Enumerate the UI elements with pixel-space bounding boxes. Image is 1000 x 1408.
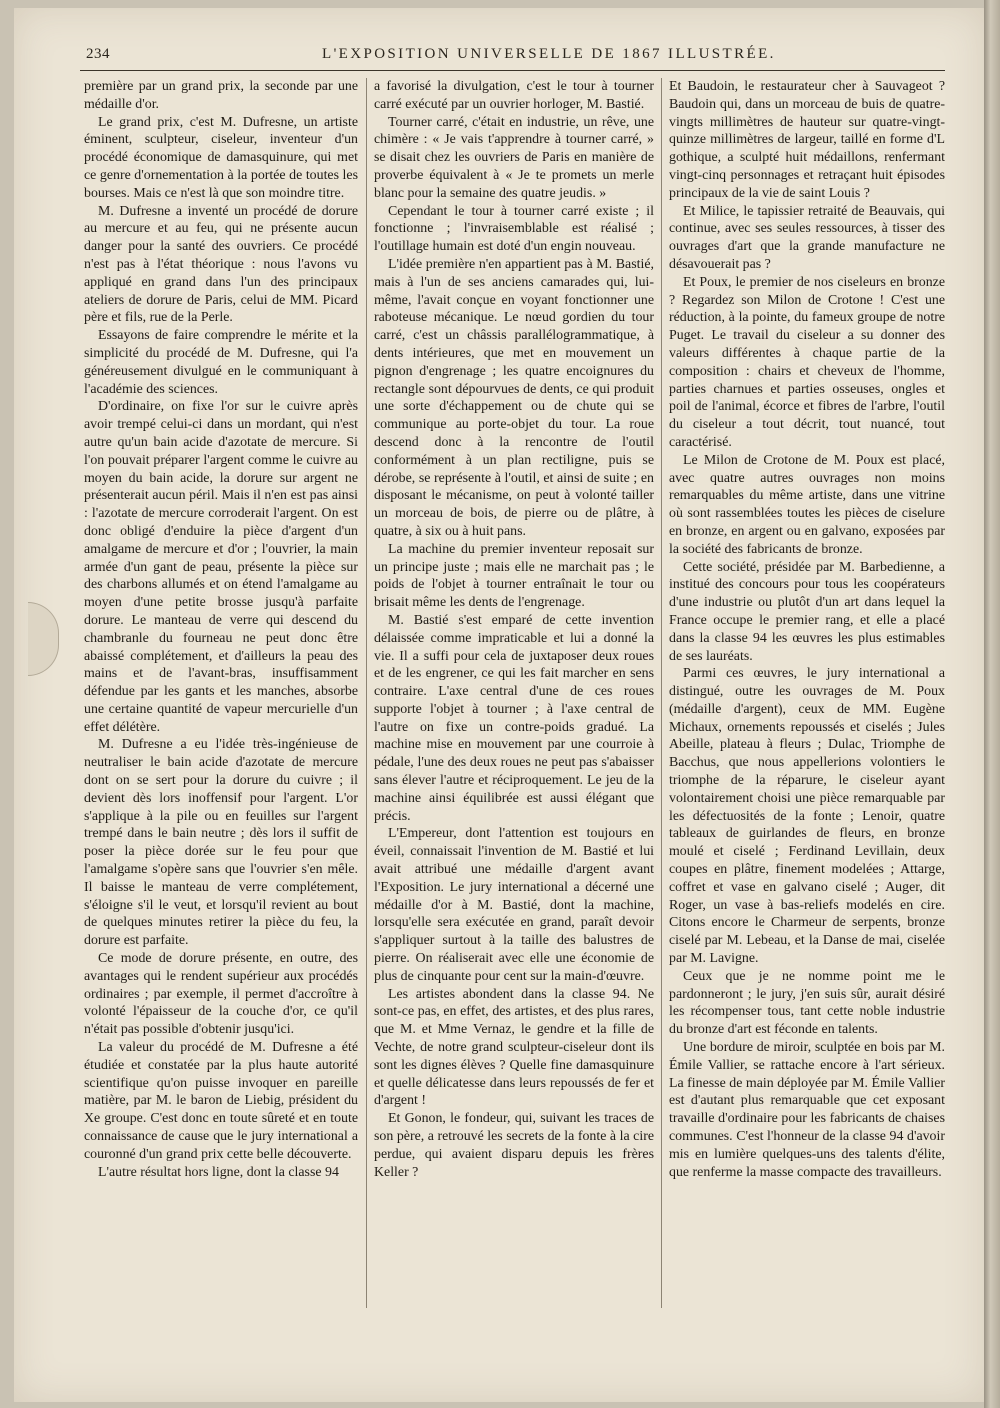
running-title: L'EXPOSITION UNIVERSELLE DE 1867 ILLUSTRÉE. [322, 46, 776, 62]
page-number: 234 [86, 46, 110, 62]
paragraph: Parmi ces œuvres, le jury international a distingué, outre les ouvrages de M. Poux (médaille d'argent), ceux de MM. Eugène Michaux, ornements repoussés et ciselés ; Jules Abeille, plateau à fleurs ; Dulac, Triomphe de Bacchus, que nous appellerions volontiers le triomphe de la réparure, le ciseleur ayant volontairement choisi une pièce remarquable par les défectuosités de la fonte ; Lenoir, quatre tableaux de guirlandes de fleurs, en bronze moulé et ciselé ; Ferdinand Levillain, deux coupes en plâtre, finement modelées ; Attarge, coffret et vase en galvano ciselé ; Auger, dit Roger, un vase à bas-reliefs modelés en cire. Citons encore le Charmeur de serpents, bronze ciselé par M. Lebeau, et la Danse de mai, ciselée par M. Lavigne. [669, 666, 945, 967]
paragraph: Les artistes abondent dans la classe 94. Ne sont-ce pas, en effet, des artistes, et des plus rares, que M. et Mme Vernaz, le gendre et la fille de Vechte, de notre grand sculpteur-ciseleur dont ils sont les dignes élèves ? Quelle fine damasquinure et quelle délicatesse dans leurs repoussés de fer et d'argent ! [374, 986, 654, 1109]
paragraph: Ceux que je ne nomme point me le pardonneront ; le jury, j'en suis sûr, aurait désiré les récompenser tous, tant cette noble industrie du bronze d'art est féconde en talents. [669, 968, 945, 1038]
paragraph: L'autre résultat hors ligne, dont la classe 94 [98, 1164, 339, 1180]
paragraph: L'idée première n'en appartient pas à M. Bastié, mais à l'un de ses anciens camarades qui, lui-même, l'avait conçue en voyant fonctionner une raboteuse mécanique. Le nœud gordien du tour carré, c'est un châssis parallélogrammatique, à dents intérieures, que met en mouvement un pignon d'engrenage ; les quatre encoignures du rectangle sont dépourvues de dents, ce qui produit une sorte d'échappement ou de chute qui se communique au porte-objet du tour. La roue descend donc à la rencontre de l'outil conformément à un plan rectiligne, puis se dérobe, se représente à l'outil, et ainsi de suite ; en disposant le mécanisme, on peut à volonté tailler un morceau de bois, de pierre ou de plâtre, à quatre, à six ou à huit pans. [374, 256, 654, 539]
paragraph: Et Gonon, le fondeur, qui, suivant les traces de son père, a retrouvé les secrets de la fonte à la cire perdue, qui avaient disparu depuis les frères Keller ? [374, 1111, 654, 1180]
paragraph: Le grand prix, c'est M. Dufresne, un artiste éminent, sculpteur, ciseleur, inventeur d'un procédé économique de damasquinure, qui met ce genre d'ornementation à la portée de toutes les bourses. Mais ce n'est là que son moindre titre. [84, 114, 358, 201]
paragraph: La machine du premier inventeur reposait sur un principe juste ; mais elle ne marchait pas ; le poids de l'objet à tourner entraînait le tour ou brisait même les dents de l'engrenage. [374, 541, 654, 611]
paragraph: Et Baudoin, le restaurateur cher à Sauvageot ? Baudoin qui, dans un morceau de buis de quatre-vingts millimètres de hauteur sur quatre-vingt-quinze millimètres de largeur, taillé en forme d'L gothique, a sculpté huit médaillons, renfermant vingt-cinq personnages et retraçant huit épisodes principaux de la vie de saint Louis ? [669, 79, 945, 201]
paragraph: Une bordure de miroir, sculptée en bois par M. Émile Vallier, se rattache encore à l'art sérieux. La finesse de main déployée par M. Émile Vallier est d'autant plus remarquable que cet exposant travaille d'ordinaire pour les fabricants de chaises communes. C'est l'honneur de la classe 94 d'avoir mis en lumière quelques-uns des talents d'élite, que renferme la masse compacte des travailleurs. [669, 1040, 945, 1180]
paragraph: Tourner carré, c'était en industrie, un rêve, une chimère : « Je vais t'apprendre à tourner carré, » se disait chez les ouvriers de Paris en manière de proverbe équivalent à « Je te promets un merle blanc pour la semaine des quatre jeudis. » [374, 114, 654, 201]
paragraph: Cependant le tour à tourner carré existe ; il fonctionne ; l'invraisemblable est réalisé ; l'outillage humain est doté d'un engin nouveau. [374, 203, 654, 255]
paragraph: a favorisé la divulgation, c'est le tour à tourner carré exécuté par un ouvrier horloger, M. Bastié. [374, 79, 654, 112]
paragraph: Le Milon de Crotone de M. Poux est placé, avec quatre autres ouvrages non moins remarquables du même artiste, dans une vitrine où sont rassemblées toutes les pièces de ciselure en bronze, en argent ou en galvano, exposées par la société des fabricants de bronze. [669, 452, 945, 557]
paragraph: Cette société, présidée par M. Barbedienne, a institué des concours pour tous les coopérateurs d'une industrie ou plutôt d'un art dans lequel la France occupe le premier rang, et elle a placé dans la classe 94 les œuvres les plus estimables de ses lauréats. [669, 559, 945, 664]
paragraph: D'ordinaire, on fixe l'or sur le cuivre après avoir trempé celui-ci dans un mordant, qui n'est autre qu'un bain acide d'azotate de mercure. Si l'on pouvait préparer l'argent comme le cuivre au moyen du bain acide, la dorure sur argent ne présenterait aucun péril. Mais il n'en est pas ainsi : l'azotate de mercure corroderait l'argent. On est donc obligé d'enduire la pièce d'argent d'un amalgame de mercure et d'or ; l'ouvrier, la main armée d'un gant de peau, présente la pièce sur des charbons allumés et on étend l'amalgame au moyen d'une petite brosse jusqu'à parfaite dorure. Le manteau de verre qui descend du chambranle du fourneau ne peut donc être abaissé complétement, et d'ailleurs la peau des mains et de l'avant-bras, insuffisamment défendue par les gants et les manches, absorbe une certaine quantité de vapeur mercurielle d'un effet délétère. [84, 399, 358, 735]
paragraph: Ce mode de dorure présente, en outre, des avantages qui le rendent supérieur aux procédés ordinaires ; par exemple, il permet d'accroître à volonté l'épaisseur de la couche d'or, ce qu'il n'était pas possible d'obtenir jusqu'ici. [84, 951, 358, 1038]
text-column-2 [374, 78, 654, 1308]
paragraph: Et Poux, le premier de nos ciseleurs en bronze ? Regardez son Milon de Crotone ! C'est une réduction, à la pointe, du fameux groupe de notre Puget. Le travail du ciseleur a su donner des valeurs différentes à chaque partie de la composition : chairs et cheveux de l'homme, parties charnues et parties osseuses, ongles et poil de l'animal, écorce et fibres de l'arbre, l'outil du ciseleur a tout décrit, tout nuancé, tout caractérisé. [669, 274, 945, 450]
paragraph: L'Empereur, dont l'attention est toujours en éveil, connaissait l'invention de M. Bastié et lui avait attribué une médaille d'argent avant l'Exposition. Le jury international a décerné une médaille d'or à M. Bastié, dont la machine, lorsqu'elle sera exécutée en grand, paraît devoir s'appliquer surtout à la taille des balustres de pierre. On réaliserait avec elle une économie de plus de cinquante pour cent sur la main-d'œuvre. [374, 826, 654, 984]
paragraph: première par un grand prix, la seconde par une médaille d'or. [84, 79, 358, 112]
paragraph: Essayons de faire comprendre le mérite et la simplicité du procédé de M. Dufresne, qui l'a généreusement divulgué en le communiquant à l'académie des sciences. [84, 328, 358, 397]
paragraph: Et Milice, le tapissier retraité de Beauvais, qui continue, avec ses seules ressources, à tisser des ouvrages d'art que la grande manufacture ne désavouerait pas ? [669, 203, 945, 272]
header-rule [80, 70, 945, 71]
paragraph: M. Dufresne a eu l'idée très-ingénieuse de neutraliser le bain acide d'azotate de mercure dont on se sert pour la dorure du cuivre ; il devient dès lors inoffensif pour l'argent. L'or s'applique à la pile ou en feuilles sur l'argent trempé dans le bain neutre ; dès lors il suffit de poser la pièce dorée sur le feu pour que l'amalgame s'opère sans que l'ouvrier s'en mêle. Il baisse le manteau de verre complétement, s'éloigne s'il le veut, et lorsqu'il revient au bout de quelques minutes retirer la pièce du feu, la dorure est parfaite. [84, 737, 358, 949]
page-thumb-notch [28, 602, 59, 676]
paragraph: La valeur du procédé de M. Dufresne a été étudiée et constatée par la plus haute autorité scientifique qu'on puisse invoquer en pareille matière, par M. le baron de Liebig, président du Xe groupe. C'est donc en toute sûreté et en toute connaissance de cause que le jury international a couronné d'un grand prix cette belle découverte. [84, 1040, 358, 1162]
paragraph: M. Dufresne a inventé un procédé de dorure au mercure et au feu, qui ne présente aucun danger pour la santé des ouvriers. Ce procédé n'est pas à l'état théorique : nous l'avons vu appliqué en grand dans l'un des principaux ateliers de dorure de Paris, celui de MM. Picard père et fils, rue de la Perle. [84, 203, 358, 326]
text-column-1 [84, 78, 358, 1308]
column-divider [661, 78, 662, 1308]
page-header [72, 40, 947, 66]
paragraph: M. Bastié s'est emparé de cette invention délaissée comme impraticable et lui a donné la vie. Il a suffi pour cela de juxtaposer deux roues et de les engrener, ce qui les fait marcher en sens contraire. L'axe central d'une de ces roues supporte l'objet à tourner ; à l'axe central de l'autre on fixe un contre-poids gradué. La machine mise en mouvement par une courroie à pédale, l'une des deux roues ne peut pas s'abaisser sans élever l'autre et réciproquement. Le jeu de la machine ainsi équilibrée est aussi élégant que précis. [374, 612, 654, 824]
column-divider [366, 78, 367, 1308]
book-spine-shadow [984, 0, 1000, 1408]
text-column-3 [669, 78, 945, 1308]
